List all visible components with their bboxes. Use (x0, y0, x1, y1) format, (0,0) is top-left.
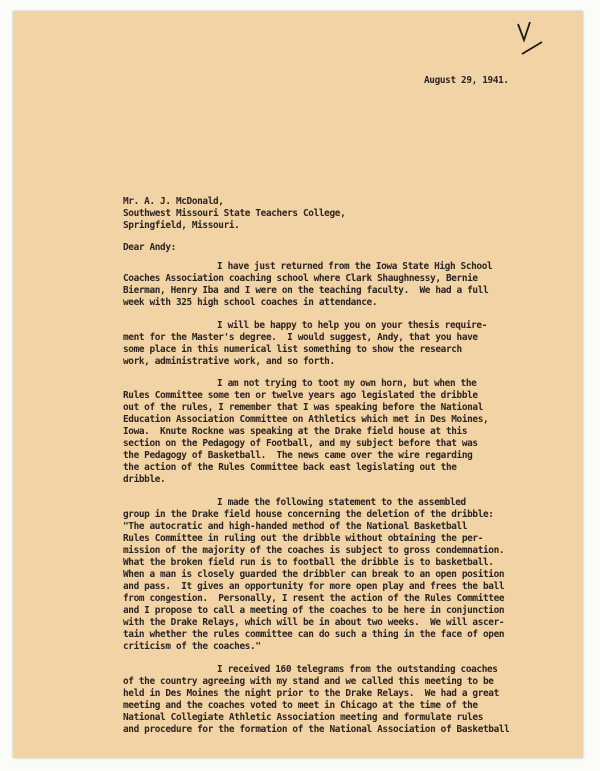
paragraph-line: Rules Committee some ten or twelve years ago legislated the dribble (123, 390, 478, 401)
paragraph-line: National Collegiate Athletic Association meeting and formulate rules (123, 712, 484, 723)
paragraph-line: ment for the Master's degree. I would suggest, Andy, that you have (123, 332, 478, 343)
paragraph-line: some place in this numerical list something to show the research (123, 344, 462, 355)
salutation: Dear Andy: (123, 242, 176, 253)
paragraph-line: with the Drake Relays, which will be in about two weeks. We will ascer- (123, 617, 505, 628)
paragraph-line: held in Des Moines the night prior to the Drake Relays. We had a great (123, 688, 499, 699)
paragraph-line: I made the following statement to the assembled (217, 497, 466, 508)
paragraph-line: the action of the Rules Committee back east legislating out the (123, 462, 457, 473)
paragraph-line: and I propose to call a meeting of the coaches to be here in conjunction (123, 605, 505, 616)
paragraph-line: and pass. It gives an opportunity for more open play and frees the ball (123, 581, 505, 592)
paragraph-line: What the broken field run is to football the dribble is to basketball. (123, 557, 494, 568)
paragraph-line: group in the Drake field house concerning the deletion of the dribble: (123, 509, 494, 520)
handwritten-check-mark (514, 20, 546, 58)
paragraph-line: I am not trying to toot my own horn, but when the (217, 378, 477, 389)
address-line: Southwest Missouri State Teachers College, (123, 208, 346, 219)
paragraph-line: work, administrative work, and so forth. (123, 356, 335, 367)
letter-date: August 29, 1941. (424, 75, 509, 86)
paragraph-line: the Pedagogy of Basketball. The news came over the wire regarding (123, 450, 473, 461)
paragraph-line: meeting and the coaches voted to meet in Chicago at the time of the (123, 700, 478, 711)
paragraph-line: mission of the majority of the coaches is subject to gross condemnation. (123, 545, 505, 556)
address-line: Mr. A. J. McDonald, (123, 196, 224, 207)
paragraph-line: dribble. (123, 474, 166, 485)
paragraph-line: and procedure for the formation of the National Association of Basketball (123, 724, 510, 735)
address-line: Springfield, Missouri. (123, 220, 240, 231)
paragraph-line: Education Association Committee on Athletics which met in Des Moines, (123, 414, 489, 425)
paragraph-line: Bierman, Henry Iba and I were on the teaching faculty. We had a full (123, 285, 489, 296)
paragraph-line: criticism of the coaches." (123, 641, 261, 652)
paragraph-line: Iowa. Knute Rockne was speaking at the Drake field house at this (123, 426, 468, 437)
paragraph-line: "The autocratic and high-handed method of the National Basketball (123, 521, 468, 532)
paragraph-line: I have just returned from the Iowa State High School (217, 261, 493, 272)
paragraph-line: out of the rules, I remember that I was speaking before the National (123, 402, 484, 413)
paragraph-line: Rules Committee in ruling out the dribble without obtaining the per- (123, 533, 484, 544)
paragraph-line: section on the Pedagogy of Football, and my subject before that was (123, 438, 478, 449)
paragraph-line: I received 160 telegrams from the outstanding coaches (217, 664, 498, 675)
paragraph-line: Coaches Association coaching school where Clark Shaughnessy, Bernie (123, 273, 478, 284)
paragraph-line: from congestion. Personally, I resent the action of the Rules Committee (123, 593, 505, 604)
paragraph-line: When a man is closely guarded the dribbler can break to an open position (123, 569, 505, 580)
paragraph-line: I will be happy to help you on your thesis require- (217, 320, 488, 331)
paragraph-line: week with 325 high school coaches in attendance. (123, 297, 378, 308)
paragraph-line: tain whether the rules committee can do such a thing in the face of open (123, 629, 505, 640)
paragraph-line: of the country agreeing with my stand and we called this meeting to be (123, 676, 494, 687)
